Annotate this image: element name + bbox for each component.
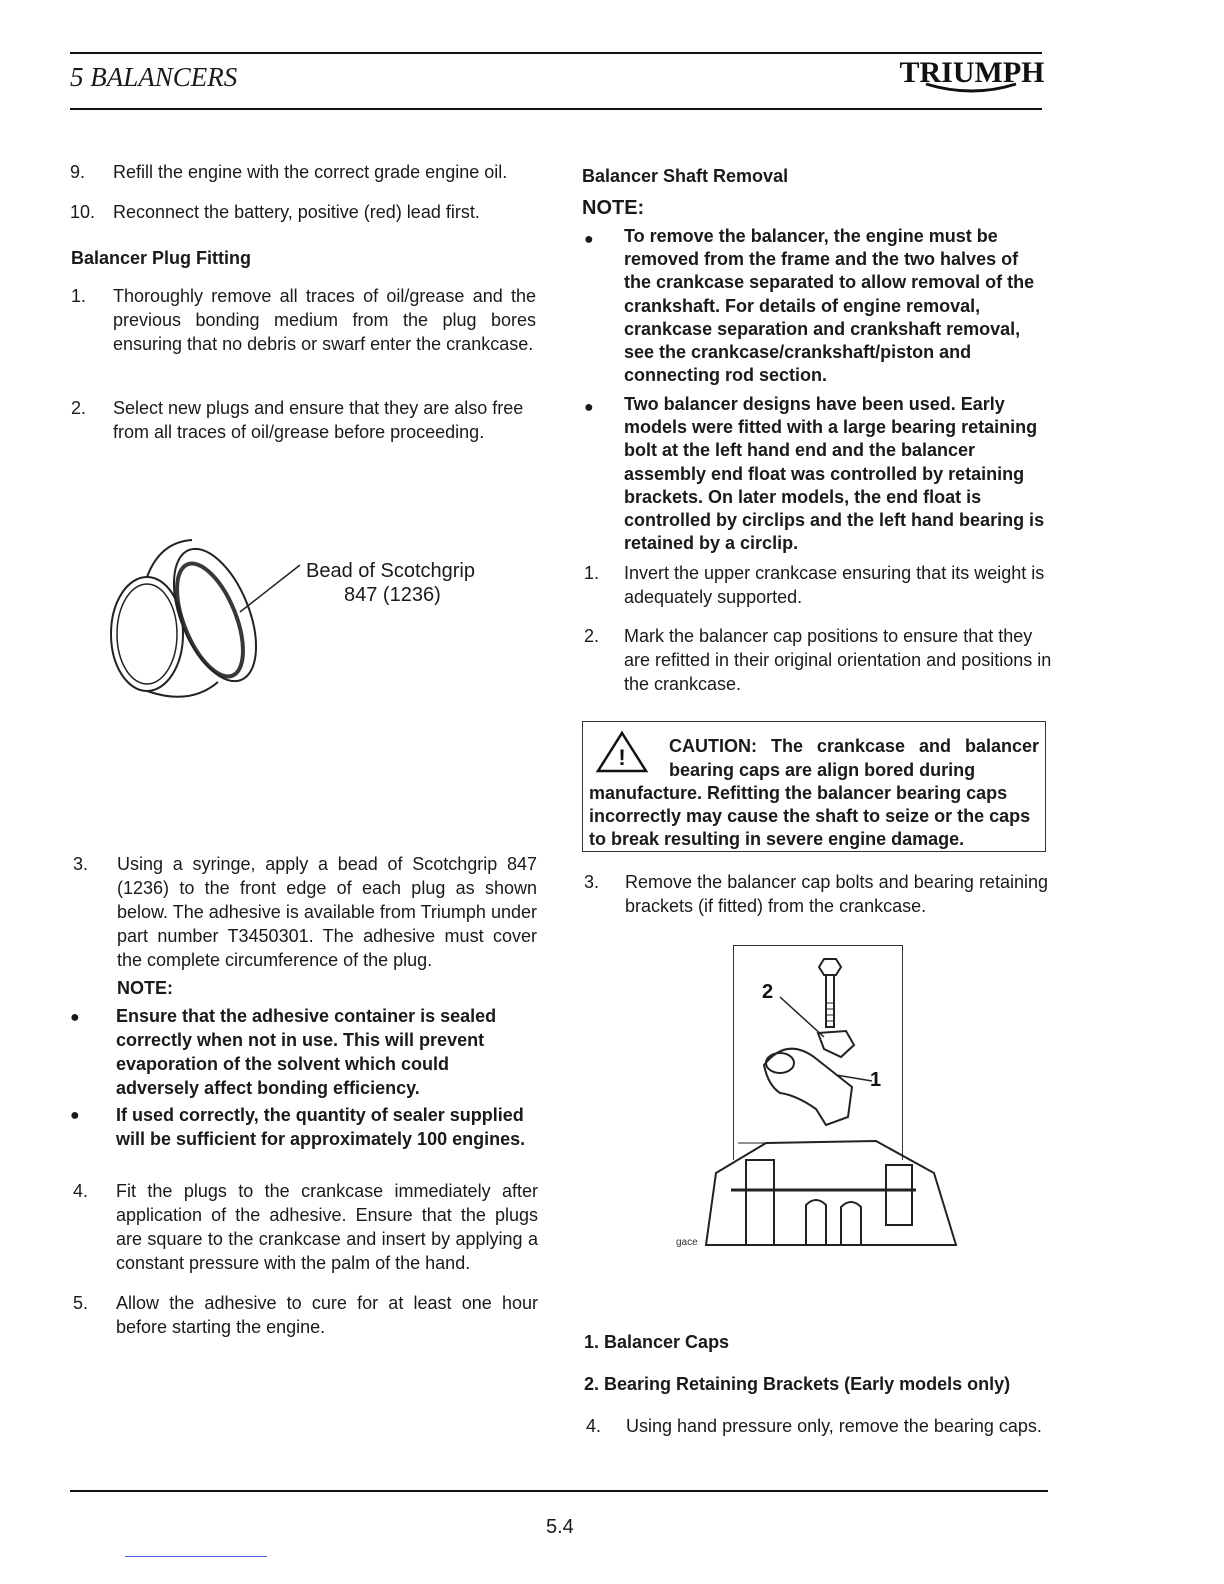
note-bullet: Two balancer designs have been used. Early models were fitted with a large bearing retaining bolt at the left hand end and the balancer assembly end float was controlled by retaining brackets. On later models, the end float is controlled by circlips and the left hand bearing is retained by a circlip. xyxy=(624,394,1045,554)
step-text: Remove the balancer cap bolts and bearing retaining brackets (if fitted) from the crankcase. xyxy=(625,872,1048,916)
step-number: 2. xyxy=(71,398,87,418)
bullet-icon: ● xyxy=(584,231,594,248)
step-text: Using a syringe, apply a bead of Scotchgrip 847 (1236) to the front edge of each plug as shown below. The adhesive is available from Triumph under part number T3450301. The adhesive must cover the complete circumference of the plug. xyxy=(117,854,537,970)
callout-2: 2 xyxy=(762,981,774,1003)
figure-label: Bead of Scotchgrip xyxy=(306,560,475,582)
bullet-icon: ● xyxy=(584,399,594,416)
logo-text: TRIUMPH xyxy=(899,56,1045,89)
step-number: 2. xyxy=(584,626,600,646)
note-bullet: If used correctly, the quantity of sealer supplied will be sufficient for approximately 100 engines. xyxy=(116,1105,526,1149)
warning-triangle-icon xyxy=(595,730,649,774)
step-text: Refill the engine with the correct grade engine oil. xyxy=(113,162,508,182)
chapter-title: 5 BALANCERS xyxy=(70,62,238,92)
step-text: Mark the balancer cap positions to ensure that they are refitted in their original orientation and positions in the crankcase. xyxy=(624,626,1052,694)
balancer-cap-illustration xyxy=(676,945,966,1260)
step-number: 10. xyxy=(70,202,96,222)
note-bullet: To remove the balancer, the engine must be removed from the frame and the two halves of the crankcase separated to allow removal of the crankshaft. For details of engine removal, crankcase separation and crankshaft removal, see the crankcase/crankshaft/piston and connecting rod section. xyxy=(624,226,1035,386)
note-label: NOTE: xyxy=(582,197,645,219)
callout-1: 1 xyxy=(870,1069,882,1091)
figure-code: gace xyxy=(676,1237,698,1248)
plug-illustration xyxy=(100,530,320,710)
note-label: NOTE: xyxy=(117,978,173,998)
bullet-icon: ● xyxy=(70,1009,80,1026)
page-number: 5.4 xyxy=(546,1516,574,1538)
caution-body: manufacture. Refitting the balancer bearing caps incorrectly may cause the shaft to seize or the caps to break resulting in severe engine damage. xyxy=(589,783,1031,849)
step-number: 3. xyxy=(584,872,600,892)
svg-text:!: ! xyxy=(618,745,626,770)
step-number: 5. xyxy=(73,1293,89,1313)
step-text: Fit the plugs to the crankcase immediately after application of the adhesive. Ensure that the plugs are square to the crankcase and insert by applying a constant pressure with the palm of the hand. xyxy=(116,1181,538,1273)
bullet-icon: ● xyxy=(70,1107,80,1124)
figure-label: 847 (1236) xyxy=(344,584,441,606)
caution-box xyxy=(582,721,1046,852)
note-bullet: Ensure that the adhesive container is sealed correctly when not in use. This will prevent evaporation of the solvent which could adversely affect bonding efficiency. xyxy=(116,1006,497,1098)
step-text: Allow the adhesive to cure for at least one hour before starting the engine. xyxy=(116,1293,538,1337)
step-number: 3. xyxy=(73,854,89,874)
section-heading: Balancer Plug Fitting xyxy=(71,248,252,268)
divider xyxy=(125,1556,267,1557)
step-text: Reconnect the battery, positive (red) lead first. xyxy=(113,202,480,222)
step-number: 1. xyxy=(71,286,87,306)
step-number: 1. xyxy=(584,563,600,583)
step-text: Select new plugs and ensure that they are also free from all traces of oil/grease before proceeding. xyxy=(113,398,524,442)
step-text: Using hand pressure only, remove the bearing caps. xyxy=(626,1416,1042,1436)
step-text: Invert the upper crankcase ensuring that its weight is adequately supported. xyxy=(624,563,1045,607)
step-number: 4. xyxy=(73,1181,89,1201)
section-heading: Balancer Shaft Removal xyxy=(582,166,789,186)
step-text: Thoroughly remove all traces of oil/grease and the previous bonding medium from the plug bores ensuring that no debris or swarf enter the crankcase. xyxy=(113,286,536,354)
triumph-logo xyxy=(898,52,1046,100)
figure-legend: 2. Bearing Retaining Brackets (Early models only) xyxy=(584,1374,1011,1394)
figure-legend: 1. Balancer Caps xyxy=(584,1332,730,1352)
step-number: 4. xyxy=(586,1416,602,1436)
caution-title: CAUTION: The crankcase and balancer bearing caps are align bored during xyxy=(669,736,1039,780)
step-number: 9. xyxy=(70,162,86,182)
